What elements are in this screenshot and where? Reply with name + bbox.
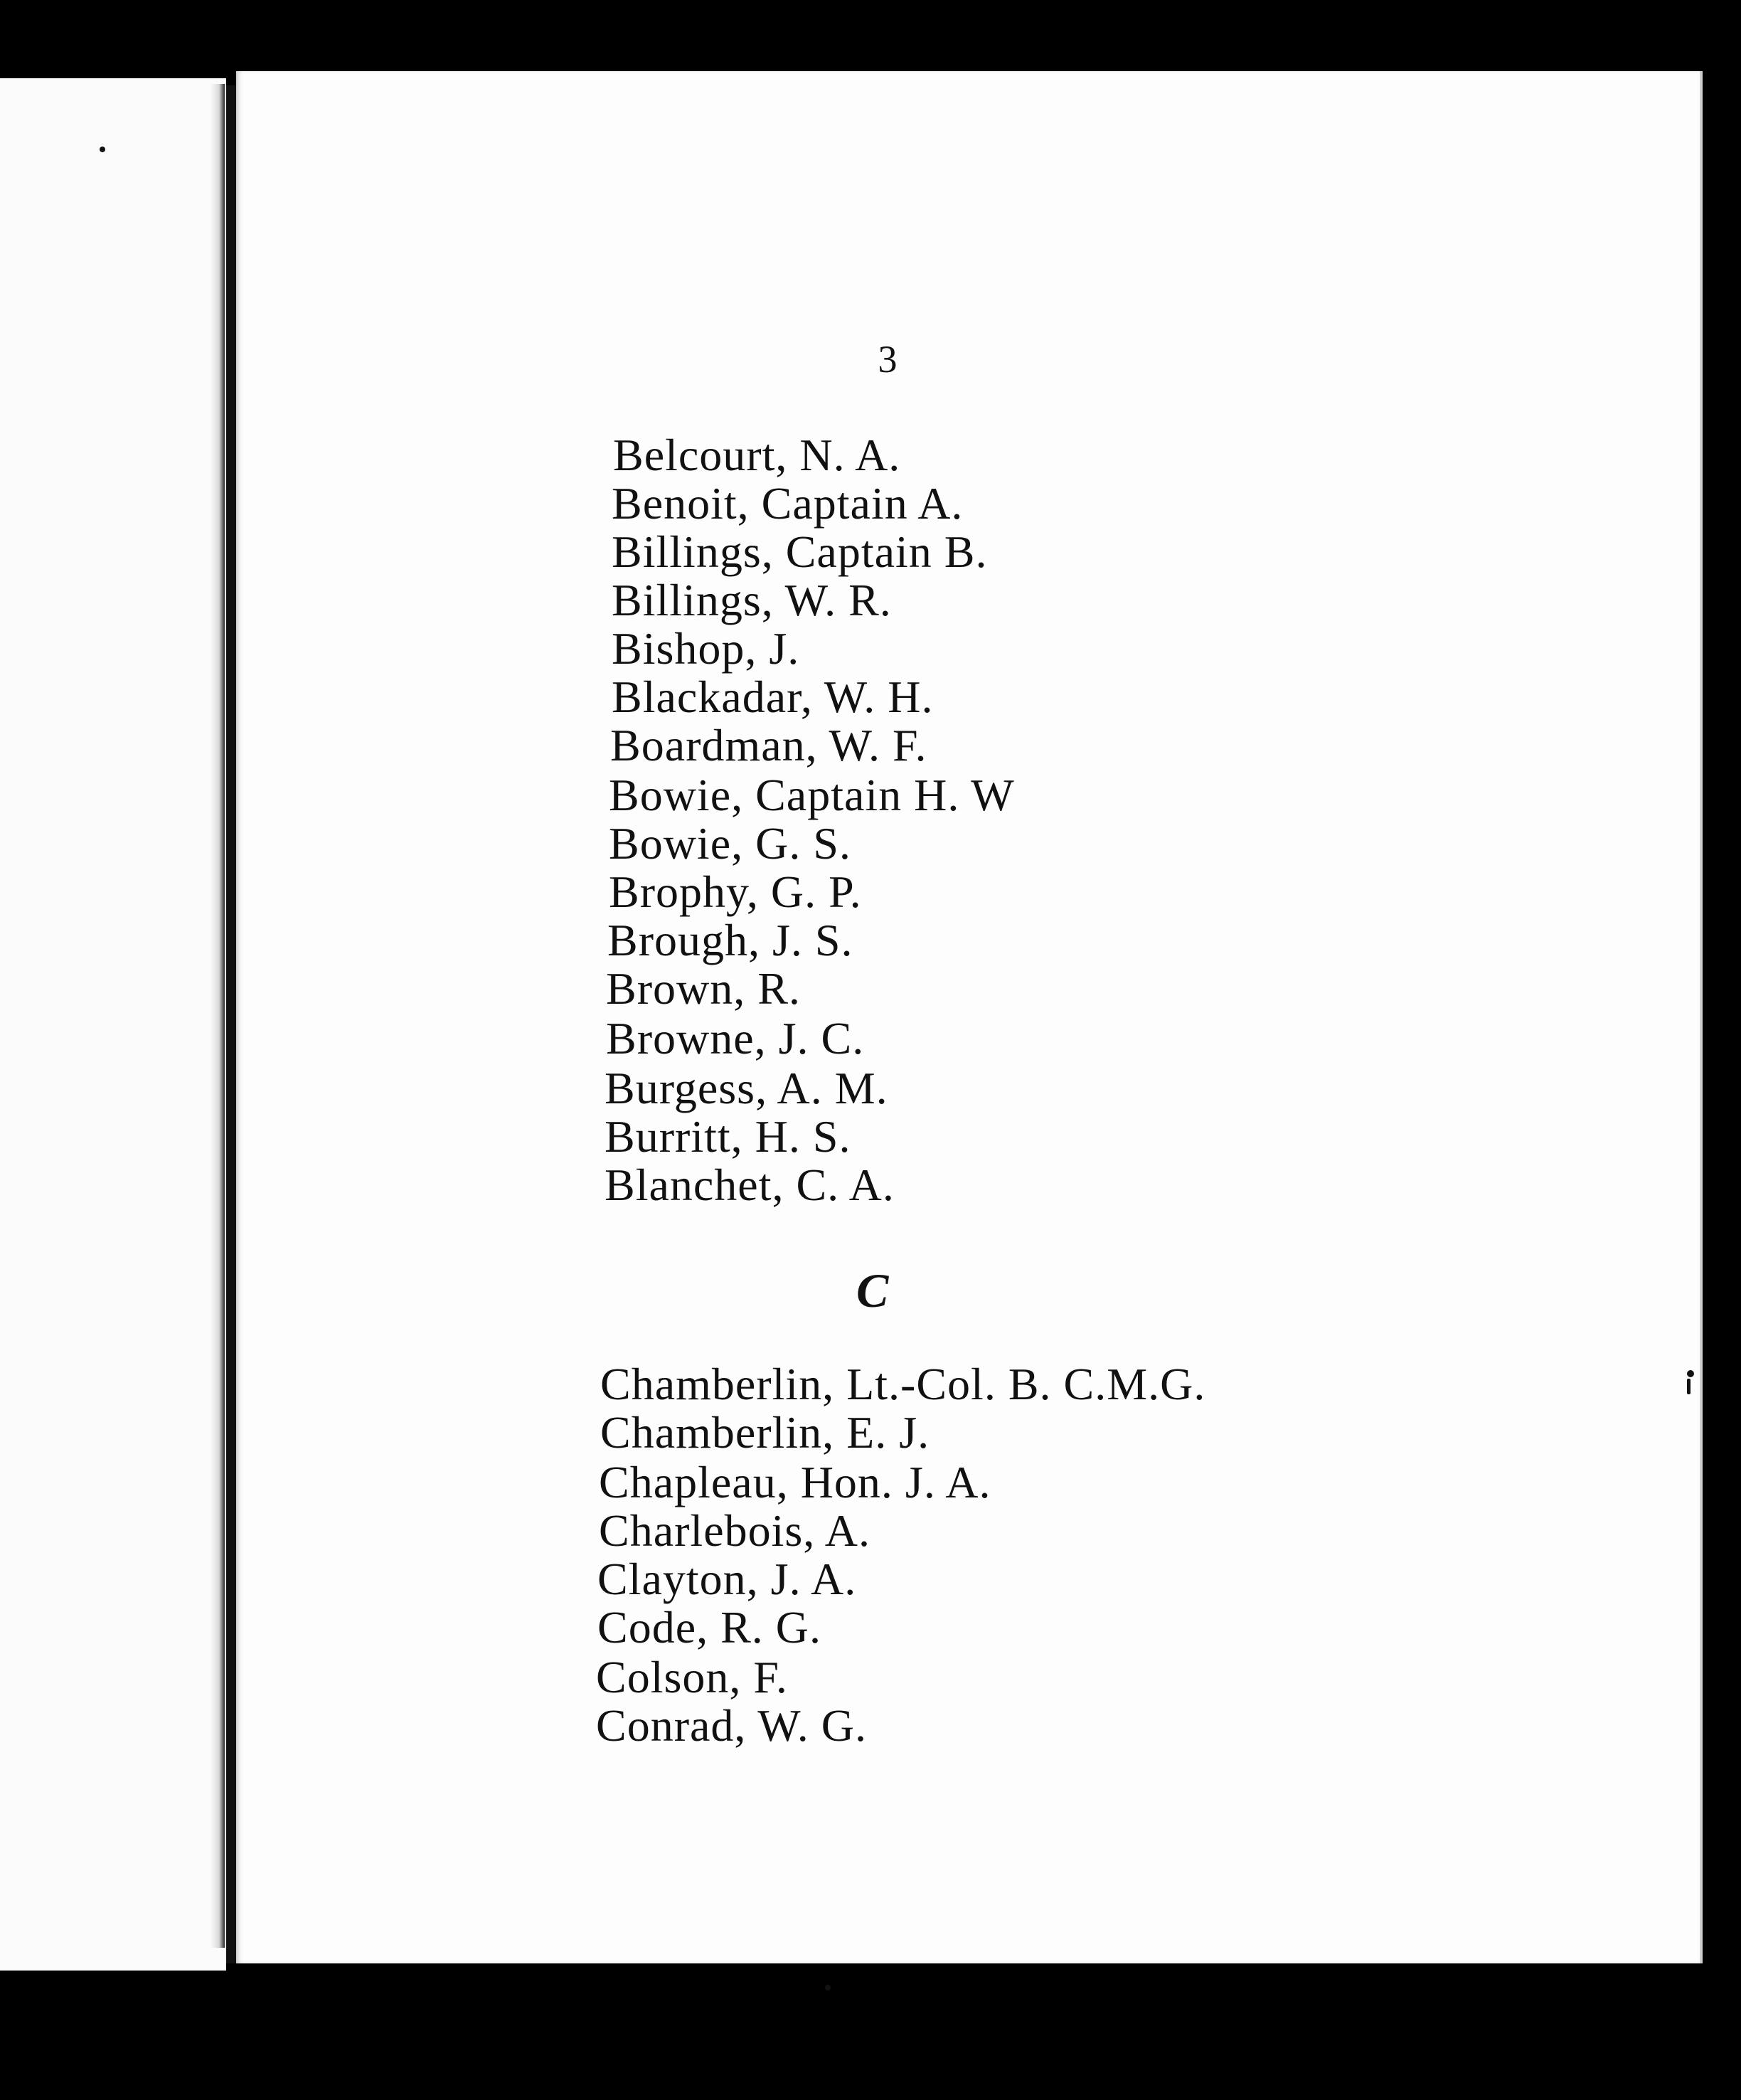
list-item: Clayton, J. A. [597,1554,857,1604]
scan-speck [1687,1379,1691,1394]
list-item: Blanchet, C. A. [605,1160,895,1210]
list-item: Billings, Captain B. [612,526,988,577]
book-gutter [226,85,236,1963]
list-item: Benoit, Captain A. [612,478,964,529]
list-item: Bowie, G. S. [609,818,851,869]
list-item: Conrad, W. G. [596,1700,867,1751]
scan-speck [100,147,105,152]
list-item: Billings, W. R. [612,575,892,625]
list-item: Brophy, G. P. [609,866,862,917]
list-item: Boardman, W. F. [610,720,927,770]
list-item: Burgess, A. M. [605,1063,888,1113]
list-item: Bowie, Captain H. W [609,770,1015,820]
list-item: Browne, J. C. [606,1013,865,1064]
list-item: Bishop, J. [612,623,800,674]
list-item: Chamberlin, E. J. [600,1407,930,1458]
section-heading: C [856,1263,889,1317]
facing-page-edge [211,84,225,1948]
list-item: Code, R. G. [597,1602,821,1653]
facing-page [0,78,226,1971]
page-number: 3 [878,338,898,381]
list-item: Chapleau, Hon. J. A. [599,1457,991,1507]
list-item: Burritt, H. S. [605,1111,851,1162]
document-page [236,71,1703,1963]
list-item: Brough, J. S. [607,915,853,965]
list-item: Belcourt, N. A. [613,430,901,480]
list-item: Blackadar, W. H. [612,672,934,722]
scan-speck [825,1985,831,1990]
scan-speck [1687,1370,1694,1377]
list-item: Colson, F. [596,1652,788,1702]
list-item: Chamberlin, Lt.-Col. B. C.M.G. [600,1359,1206,1409]
list-item: Charlebois, A. [599,1505,870,1556]
list-item: Brown, R. [606,963,801,1014]
